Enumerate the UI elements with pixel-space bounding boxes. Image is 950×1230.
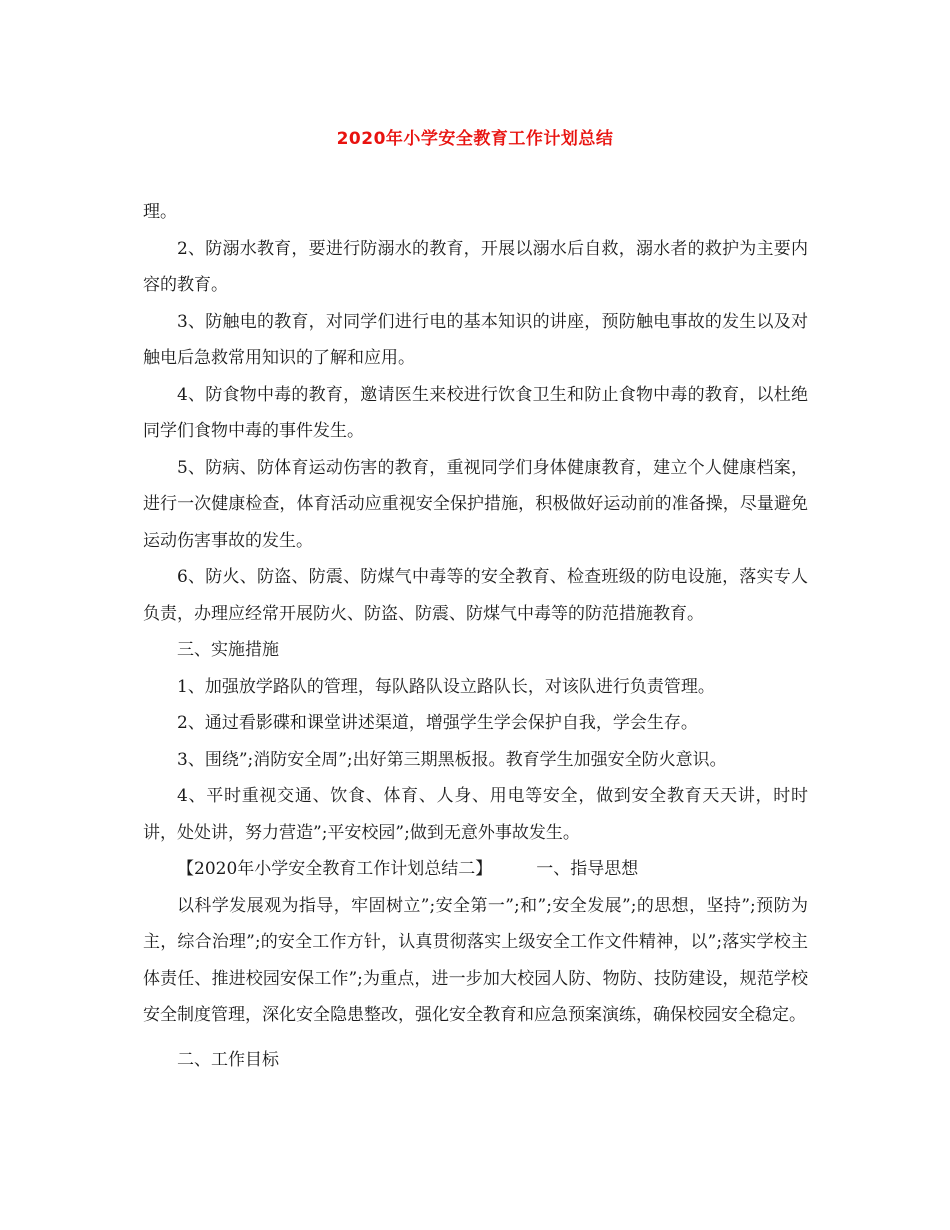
- paragraph-measure-3: 3、围绕”;消防安全周”;出好第三期黑板报。教育学生加强安全防火意识。: [177, 749, 727, 770]
- document-title: 2020年小学安全教育工作计划总结: [336, 129, 614, 149]
- paragraph-measure-2: 2、通过看影碟和课堂讲述渠道，增强学生学会保护自我，学会生存。: [177, 713, 698, 733]
- heading-measures: 三、实施措施: [177, 640, 279, 660]
- document-body: [143, 194, 808, 1078]
- heading-work-goals: 二、工作目标: [177, 1049, 279, 1070]
- paragraph-measure-4: 4、平时重视交通、饮食、体育、人身、用电等安全，做到安全教育天天讲，时时讲，处处讲，努力营造”;平安校园”;做到无意外事故发生。: [143, 786, 808, 843]
- section-heading-line: [143, 851, 808, 888]
- paragraph-food: 4、防食物中毒的教育，邀请医生来校进行饮食卫生和防止食物中毒的教育，以杜绝同学们食物中毒的事件发生。: [143, 384, 808, 441]
- paragraph-continuation: 理。: [143, 202, 177, 222]
- paragraph-electric: 3、防触电的教育，对同学们进行电的基本知识的讲座，预防触电事故的发生以及对触电后急救常用知识的了解和应用。: [143, 311, 808, 368]
- section-subheading: 一、指导思想: [536, 859, 639, 879]
- section-heading: 【2020年小学安全教育工作计划总结二】: [177, 859, 493, 879]
- paragraph-drowning: 2、防溺水教育，要进行防溺水的教育，开展以溺水后自救，溺水者的救护为主要内容的教育。: [143, 238, 808, 295]
- paragraph-measure-1: 1、加强放学路队的管理，每队路队设立路队长，对该队进行负责管理。: [177, 676, 715, 697]
- paragraph-sports: 5、防病、防体育运动伤害的教育，重视同学们身体健康教育，建立个人健康档案，进行一次健康检查，体育活动应重视安全保护措施，积极做好运动前的准备操，尽量避免运动伤害事故的发生。: [143, 457, 808, 551]
- paragraph-guiding-thought: 以科学发展观为指导，牢固树立”;安全第一”;和”;安全发展”;的思想，坚持”;预防为主，综合治理”;的安全工作方针，认真贯彻落实上级安全工作文件精神，以”;落实学校主体责任、推进校园安保工作”;为重点，进一步加大校园人防、物防、技防建设，规范学校安全制度管理，深化安全隐患整改，强化安全教育和应急预案演练，确保校园安全稳定。: [143, 895, 808, 1025]
- paragraph-fire: 6、防火、防盗、防震、防煤气中毒等的安全教育、检查班级的防电设施，落实专人负责，办理应经常开展防火、防盗、防震、防煤气中毒等的防范措施教育。: [143, 567, 808, 624]
